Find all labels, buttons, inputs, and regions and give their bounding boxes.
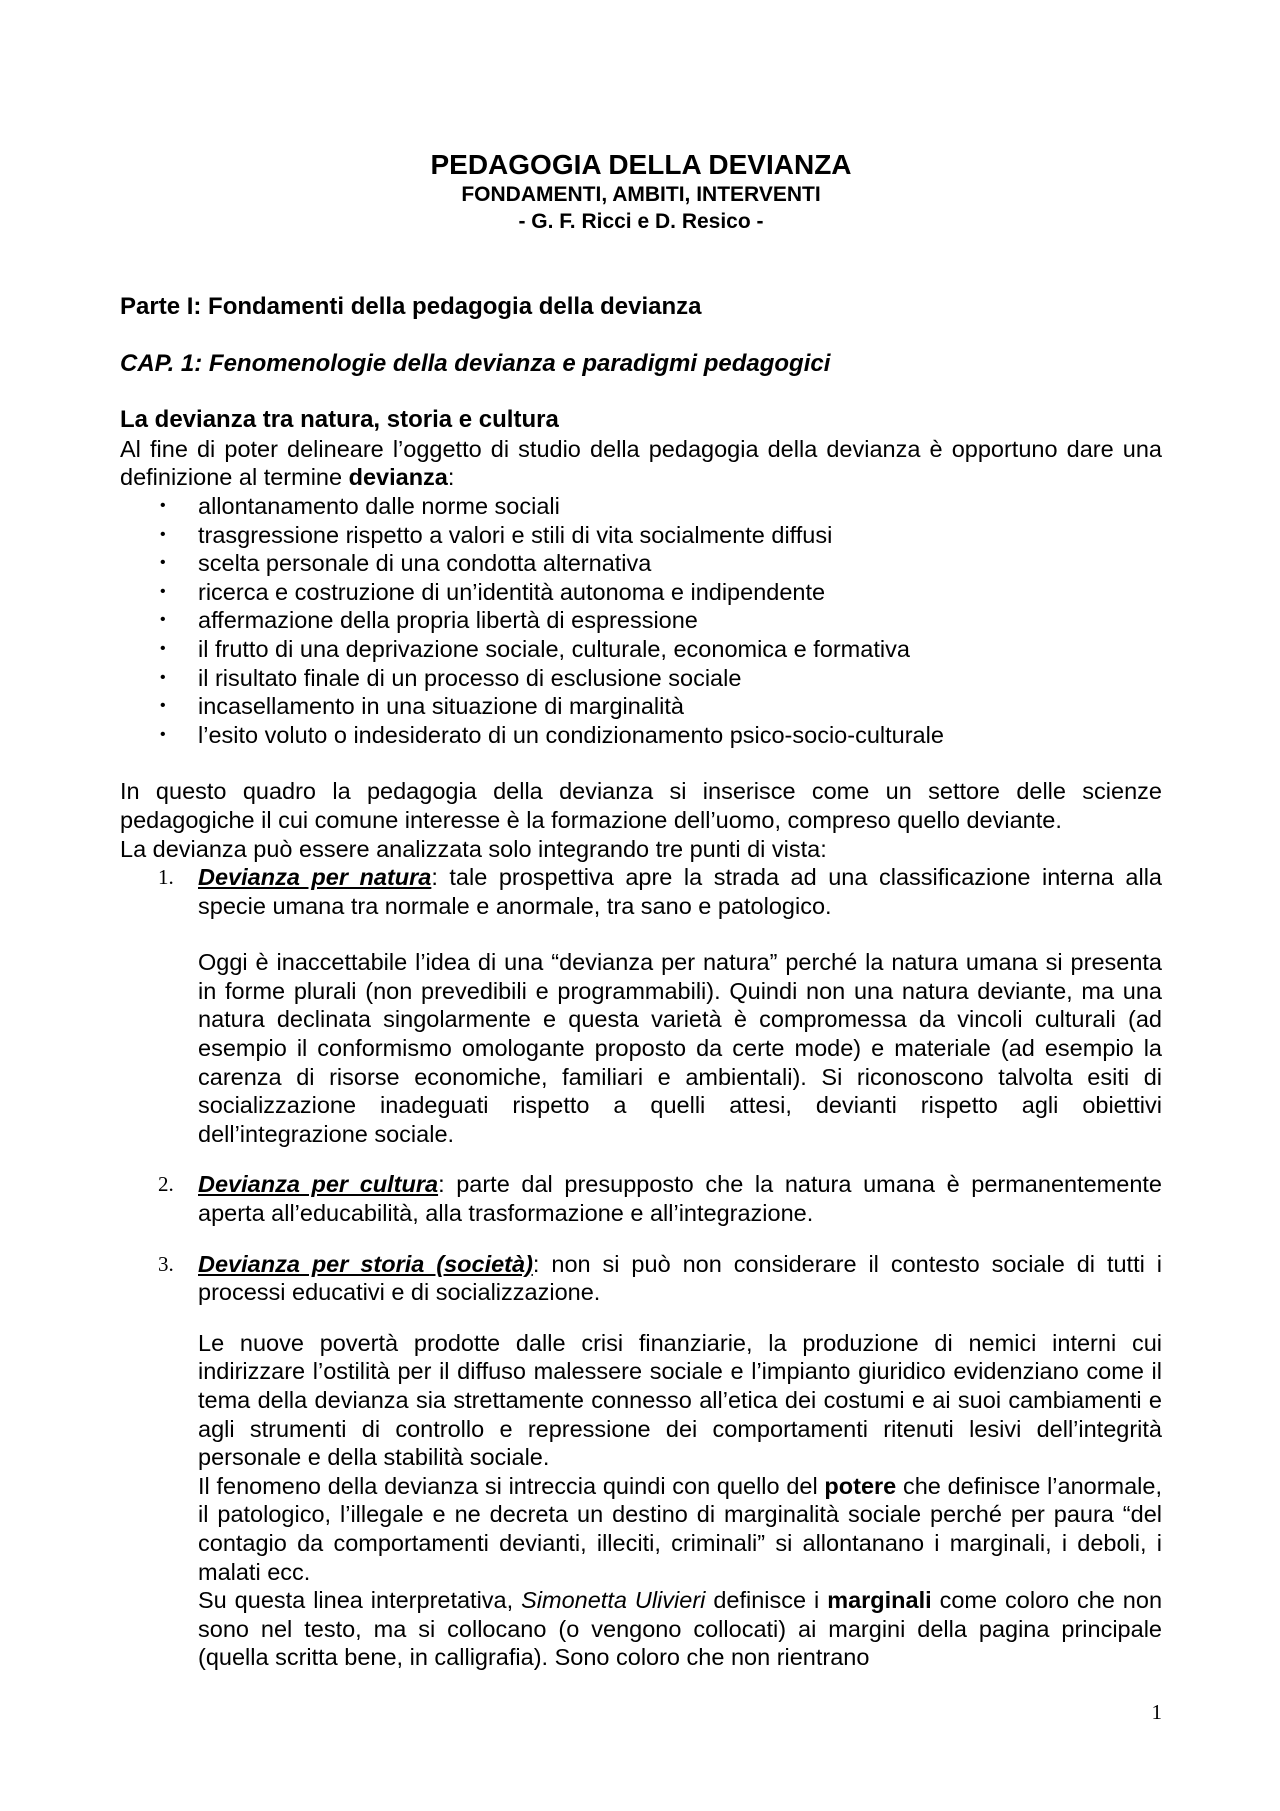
item-term: Devianza per natura [198, 864, 432, 891]
document-title: PEDAGOGIA DELLA DEVIANZA [430, 149, 852, 180]
numbered-item-3 [120, 1250, 1162, 1307]
list-item: • il frutto di una deprivazione sociale, culturale, economica e formativa [120, 635, 1162, 664]
marginals-term: marginali [827, 1587, 932, 1614]
intro-colon: : [447, 464, 455, 491]
item-number: 2. [158, 1172, 174, 1197]
numbered-item-2 [120, 1170, 1162, 1227]
list-item: • il risultato finale di un processo di esclusione sociale [120, 664, 1162, 693]
power-term: potere [824, 1472, 897, 1499]
item-term: Devianza per cultura [198, 1171, 439, 1198]
intro-term: devianza [348, 464, 448, 491]
part-heading: Parte I: Fondamenti della pedagogia della devianza [120, 293, 702, 320]
item-3-explanation: Le nuove povertà prodotte dalle crisi finanziarie, la produzione di nemici interni cui indirizzare l’ostilità per il diffuso malessere sociale e l’impianto giuridico evidenziano come il tema della devianza sia strettamente connesso all’etica dei costumi e ai suoi cambiamenti e agli strumenti di controllo e repressione dei comportamenti ritenuti lesivi dell’integrità personale e della stabilità sociale. [198, 1329, 1162, 1471]
viewpoints-intro: La devianza può essere analizzata solo integrando tre punti di vista: [120, 835, 827, 862]
document-authors: - G. F. Ricci e D. Resico - [518, 210, 764, 233]
list-item: • scelta personale di una condotta alternativa [120, 549, 1162, 578]
list-item: • l’esito voluto o indesiderato di un condizionamento psico-socio-culturale [120, 721, 1162, 750]
document-subtitle: FONDAMENTI, AMBITI, INTERVENTI [461, 183, 821, 206]
item-text: : parte dal presupposto che la natura umana è permanentemente aperta all’educabilità, alla trasformazione e all’integrazione. [198, 1171, 1162, 1227]
definition-list [120, 492, 1162, 749]
item-number: 3. [158, 1251, 174, 1276]
item-1-explanation: Oggi è inaccettabile l’idea di una “devianza per natura” perché la natura umana si presenta in forme plurali (non prevedibili e programmabili). Quindi non una natura deviante, ma una natura declinata singolarmente e questa varietà è compromessa da vincoli culturali (ad esempio il conformismo omologante proposto da certe mode) e materiale (ad esempio la carenza di risorse economiche, familiari e ambientali). Si riconoscono talvolta esiti di socializzazione inadeguati rispetto a quelli attesi, devianti rispetto agli obiettivi dell’integrazione sociale. [198, 949, 1162, 1147]
list-item: • incasellamento in una situazione di marginalità [120, 692, 1162, 721]
document-page [120, 148, 1162, 1672]
item-text: : tale prospettiva apre la strada ad una classificazione interna alla specie umana tra normale e anormale, tra sano e patologico. [198, 864, 1162, 919]
page-number: 1 [1151, 1700, 1162, 1724]
author-name: Simonetta Ulivieri [521, 1587, 706, 1614]
list-item: • allontanamento dalle norme sociali [120, 492, 1162, 521]
marginals-text: Su questa linea interpretativa, [198, 1587, 522, 1614]
item-number: 1. [158, 865, 174, 890]
power-paragraph [120, 1472, 1162, 1586]
numbered-item-1 [120, 863, 1162, 920]
context-paragraph: In questo quadro la pedagogia della devianza si inserisce come un settore delle scienze pedagogiche il cui comune interesse è la formazione dell’uomo, compreso quello deviante. [120, 778, 1162, 833]
list-item: • trasgressione rispetto a valori e stili di vita socialmente diffusi [120, 521, 1162, 550]
section-heading: La devianza tra natura, storia e cultura [120, 406, 559, 434]
marginals-text-cont: come coloro che non sono nel testo, ma si collocano (o vengono collocati) ai margini della pagina principale (quella scritta bene, in calligrafia). Sono coloro che non rientrano [198, 1587, 1163, 1671]
chapter-heading: CAP. 1: Fenomenologie della devianza e paradigmi pedagogici [120, 349, 831, 377]
item-term: Devianza per storia (società) [198, 1250, 533, 1277]
power-text-cont: che definisce l’anormale, il patologico, l’illegale e ne decreta un destino di marginalità sociale perché per paura “del contagio da comportamenti devianti, illeciti, criminali” si allontanano i marginali, i deboli, i malati ecc. [198, 1472, 1163, 1585]
list-item: • ricerca e costruzione di un’identità autonoma e indipendente [120, 578, 1162, 607]
marginals-text-mid: definisce i [705, 1587, 828, 1614]
item-text: : non si può non considerare il contesto sociale di tutti i processi educativi e di socializzazione. [198, 1250, 1162, 1306]
intro-text: Al fine di poter delineare l’oggetto di studio della pedagogia della devianza è opportuno dare una definizione al termine [120, 435, 1162, 491]
marginals-paragraph [120, 1586, 1162, 1672]
intro-paragraph [120, 435, 1162, 492]
list-item: • affermazione della propria libertà di espressione [120, 606, 1162, 635]
power-text: Il fenomeno della devianza si intreccia quindi con quello del [198, 1472, 825, 1499]
